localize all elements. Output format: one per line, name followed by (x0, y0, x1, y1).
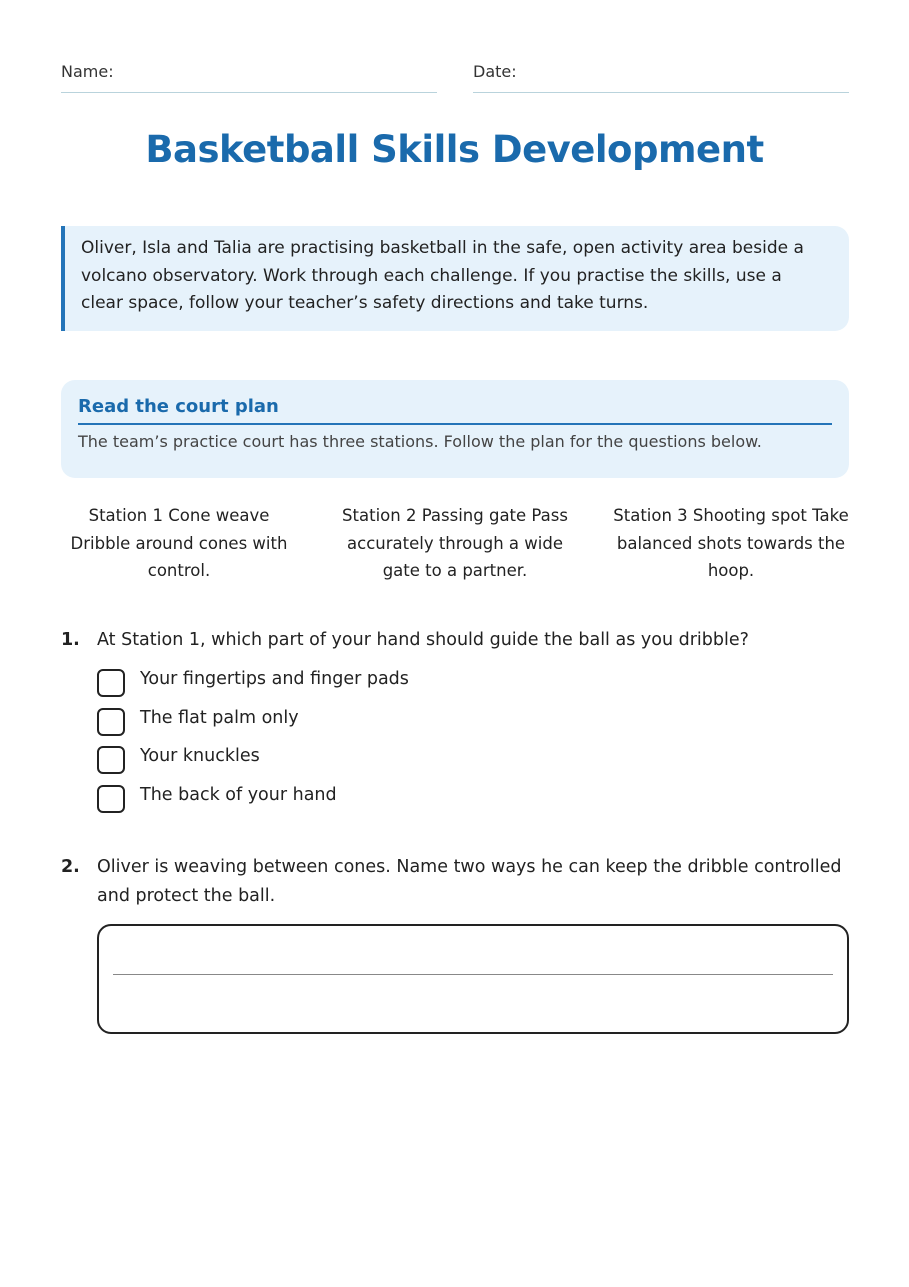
court-plan-description: The team’s practice court has three stations. Follow the plan for the questions below. (78, 432, 762, 451)
question-number: 1. (61, 630, 80, 650)
court-plan-heading: Read the court plan (78, 396, 832, 425)
name-field[interactable] (61, 62, 437, 93)
station-1: Station 1 Cone weave Dribble around cones with control. (70, 506, 288, 580)
option-fingertips[interactable] (97, 665, 409, 704)
option-flat-palm[interactable] (97, 704, 409, 743)
option-knuckles[interactable] (97, 742, 409, 781)
answer-line (113, 974, 833, 975)
option-label: The back of your hand (140, 785, 337, 806)
intro-callout (61, 226, 849, 331)
question-text: Oliver is weaving between cones. Name two ways he can keep the dribble controlled and protect the ball. (97, 857, 842, 906)
page-title: Basketball Skills Development (145, 128, 764, 171)
option-label: Your fingertips and finger pads (140, 669, 409, 689)
intro-text: Oliver, Isla and Talia are practising basketball in the safe, open activity area beside a volcano observatory. Work through each challenge. If you practise the skills, use a clear space, follow your teacher’s safety directions and take turns. (81, 238, 804, 313)
question-1-options (97, 665, 409, 820)
station-2: Station 2 Passing gate Pass accurately through a wide gate to a partner. (342, 506, 568, 580)
court-plan-box (61, 380, 849, 478)
date-field[interactable] (473, 62, 849, 93)
option-back-of-hand[interactable] (97, 781, 409, 820)
stations-row (61, 502, 849, 585)
checkbox[interactable] (97, 746, 125, 774)
name-label: Name: (61, 62, 114, 81)
option-label: The flat palm only (140, 707, 299, 728)
question-number: 2. (61, 857, 80, 877)
date-label: Date: (473, 62, 517, 81)
question-1 (61, 626, 849, 655)
checkbox[interactable] (97, 708, 125, 736)
station-3: Station 3 Shooting spot Take balanced shots towards the hoop. (613, 506, 849, 580)
checkbox[interactable] (97, 785, 125, 813)
option-label: Your knuckles (140, 746, 260, 767)
answer-box[interactable] (97, 924, 849, 1034)
question-text: At Station 1, which part of your hand should guide the ball as you dribble? (97, 630, 749, 650)
question-2 (61, 853, 849, 911)
checkbox[interactable] (97, 669, 125, 697)
